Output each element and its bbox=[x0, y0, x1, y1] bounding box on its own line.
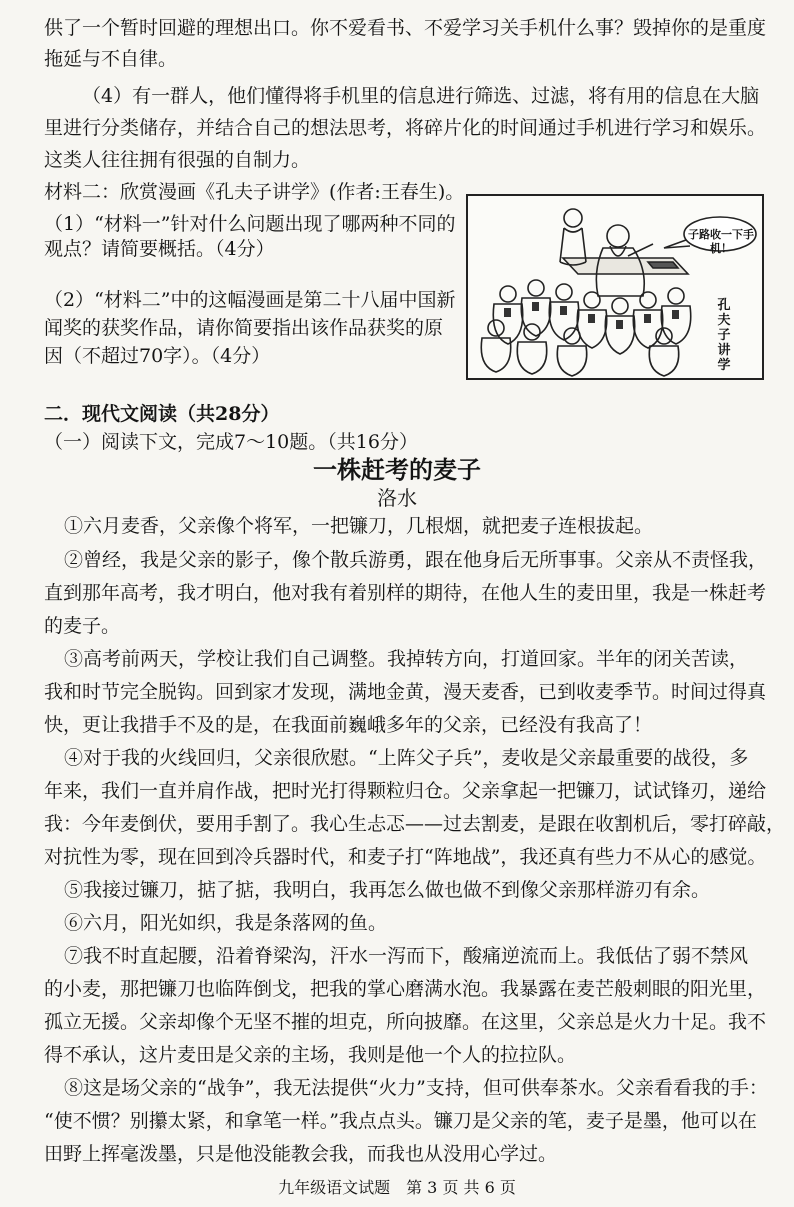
paragraph-line: ③高考前两天，学校让我们自己调整。我掉转方向，打道回家。半年的闭关苦读， bbox=[64, 648, 749, 670]
paragraph-line: 我和时节完全脱钩。回到家才发现，满地金黄，漫天麦香，已到收麦季节。时间过得真 bbox=[44, 681, 767, 703]
paragraph-line: 的小麦，那把镰刀也临阵倒戈，把我的掌心磨满水泡。我暴露在麦芒般刺眼的阳光里， bbox=[44, 978, 767, 1000]
question-2-text: 因（不超过70字）。（4分） bbox=[44, 345, 271, 367]
text-line: 供了一个暂时回避的理想出口。你不爱看书、不爱学习关手机什么事？毁掉你的是重度 bbox=[44, 17, 767, 39]
question-1-text: 观点？请简要概括。（4分） bbox=[44, 238, 275, 260]
paragraph-line: ⑦我不时直起腰，沿着脊梁沟，汗水一泻而下，酸痛逆流而上。我低估了弱不禁风 bbox=[64, 945, 749, 967]
text-line: 里进行分类储存，并结合自己的想法思考，将碎片化的时间通过手机进行学习和娱乐。 bbox=[44, 117, 767, 139]
subsection-heading: （一）阅读下文，完成7～10题。（共16分） bbox=[44, 431, 418, 453]
paragraph-line: 对抗性为零，现在回到冷兵器时代，和麦子打“阵地战”，我还真有些力不从心的感觉。 bbox=[44, 846, 767, 868]
paragraph-line: ⑥六月，阳光如织，我是条落网的鱼。 bbox=[64, 912, 388, 934]
paragraph-line: 的麦子。 bbox=[44, 615, 121, 637]
text-line: （4）有一群人，他们懂得将手机里的信息进行筛选、过滤，将有用的信息在大脑 bbox=[82, 85, 760, 107]
question-2-text: 闻奖的获奖作品，请你简要指出该作品获奖的原 bbox=[44, 317, 444, 339]
paragraph-line: “使不惯？别攥太紧，和拿笔一样。”我点点头。镰刀是父亲的笔，麦子是墨，他可以在 bbox=[44, 1110, 757, 1132]
paragraph-line: 直到那年高考，我才明白，他对我有着别样的期待，在他人生的麦田里，我是一株赶考 bbox=[44, 582, 767, 604]
question-1-text: （1）“材料一”针对什么问题出现了哪两种不同的 bbox=[44, 213, 456, 235]
cartoon-illustration bbox=[466, 194, 764, 380]
article-author: 洛水 bbox=[377, 486, 417, 510]
paragraph-line: 得不承认，这片麦田是父亲的主场，我则是他一个人的拉拉队。 bbox=[44, 1044, 577, 1066]
paragraph-line: 孤立无援。父亲却像个无坚不摧的坦克，所向披靡。在这里，父亲总是火力十足。我不 bbox=[44, 1011, 767, 1033]
material-two-heading: 材料二：欣赏漫画《孔夫子讲学》(作者:王春生)。 bbox=[44, 181, 465, 203]
paragraph-line: ④对于我的火线回归，父亲很欣慰。“上阵父子兵”，麦收是父亲最重要的战役，多 bbox=[64, 747, 749, 769]
section-heading: 二．现代文阅读（共28分） bbox=[44, 403, 280, 425]
text-line: 这类人往往拥有很强的自制力。 bbox=[44, 149, 311, 171]
paragraph-line: ②曾经，我是父亲的影子，像个散兵游勇，跟在他身后无所事事。父亲从不责怪我， bbox=[64, 549, 768, 571]
paragraph-line: ①六月麦香，父亲像个将军，一把镰刀，几根烟，就把麦子连根拔起。 bbox=[64, 515, 654, 537]
text-line: 拖延与不自律。 bbox=[44, 48, 178, 70]
cartoon-title: 孔夫子讲学 bbox=[717, 298, 731, 373]
paragraph-line: 快，更让我措手不及的是，在我面前巍峨多年的父亲，已经没有我高了！ bbox=[44, 714, 653, 736]
article-title: 一株赶考的麦子 bbox=[313, 455, 481, 484]
page-footer: 九年级语文试题 第 3 页 共 6 页 bbox=[278, 1178, 516, 1197]
paragraph-line: 年来，我们一直并肩作战，把时光打得颗粒归仓。父亲拿起一把镰刀，试试锋刃，递给 bbox=[44, 780, 767, 802]
paragraph-line: 我：今年麦倒伏，要用手割了。我心生忐忑——过去割麦，是跟在收割机后，零打碎敲， bbox=[44, 813, 786, 835]
paragraph-line: ⑤我接过镰刀，掂了掂，我明白，我再怎么做也做不到像父亲那样游刃有余。 bbox=[64, 879, 711, 901]
paragraph-line: ⑧这是场父亲的“战争”，我无法提供“火力”支持，但可供奉茶水。父亲看看我的手： bbox=[64, 1077, 768, 1099]
question-2-text: （2）“材料二”中的这幅漫画是第二十八届中国新 bbox=[44, 289, 456, 311]
speech-bubble-text: 子路收一下手机！ bbox=[688, 228, 754, 255]
paragraph-line: 田野上挥毫泼墨，只是他没能教会我，而我也从没用心学过。 bbox=[44, 1143, 558, 1165]
